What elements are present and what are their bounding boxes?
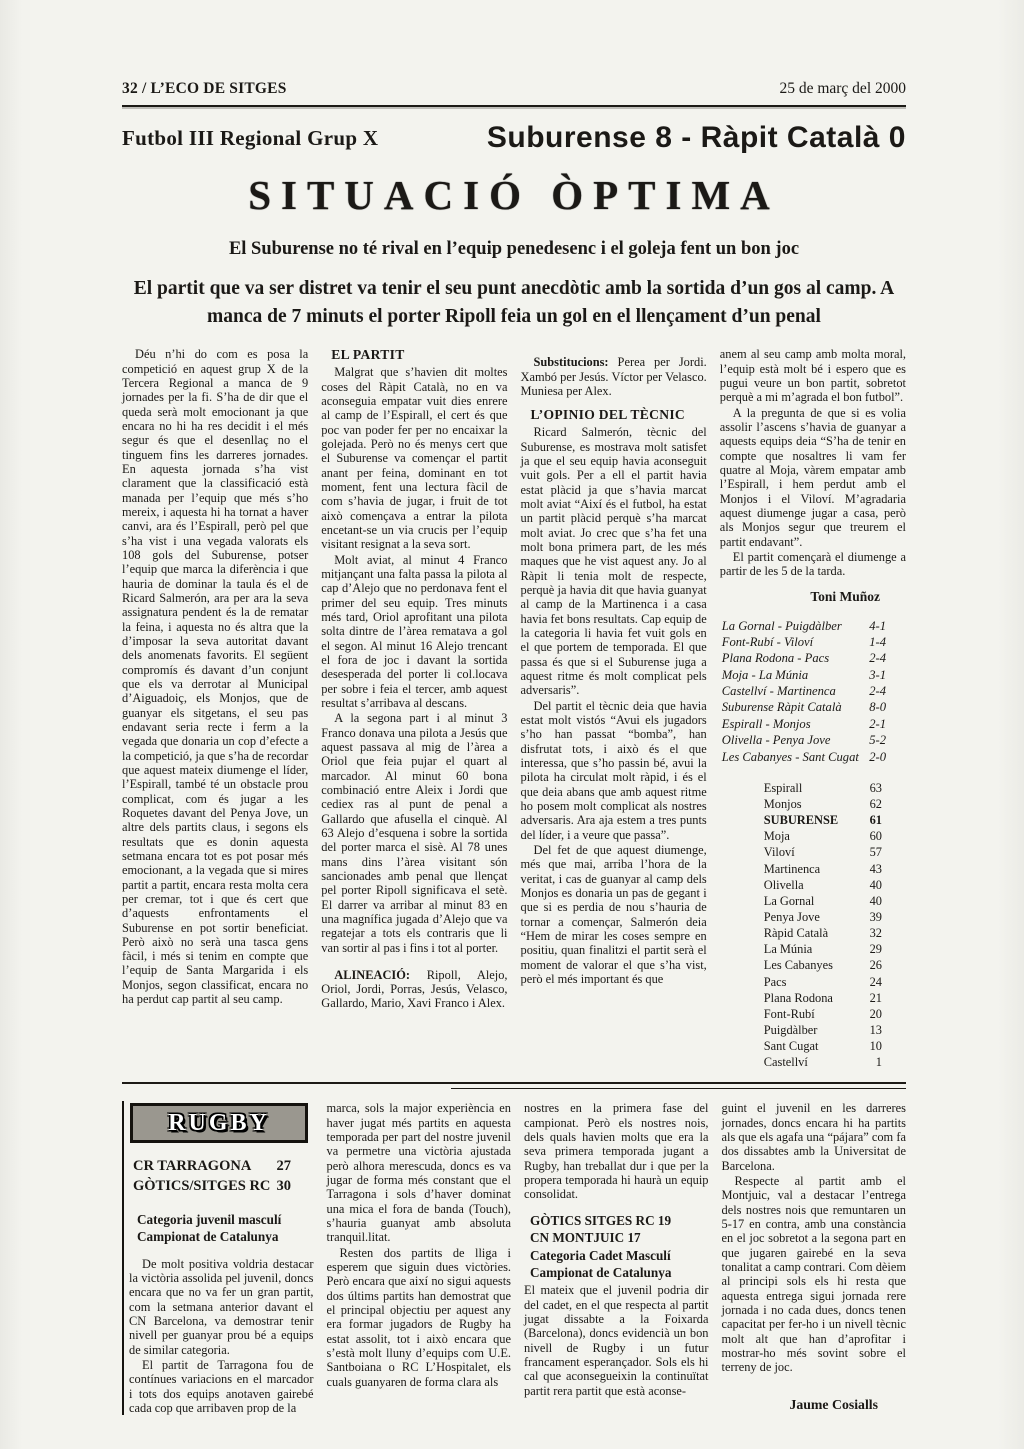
article-deck-2: El partit que va ser distret va tenir el seu punt anecdòtic amb la sortida d’un gos al camp. A manca de 7 minuts el porter Ripoll feia un gol en el llençament d’un penal	[133, 278, 895, 327]
masthead-rule	[122, 105, 906, 107]
standings-points: 57	[869, 845, 882, 860]
page-folio: 32 / L’ECO DE SITGES	[122, 80, 287, 97]
standings-team: Ràpid Català	[763, 926, 829, 941]
football-column-3	[521, 347, 707, 1070]
standings-row	[720, 927, 906, 941]
lineup-label: ALINEACIÓ:	[334, 967, 410, 982]
standings-team: Penya Jove	[763, 909, 820, 924]
result-score: 5-2	[869, 733, 886, 748]
standings-row	[720, 911, 906, 925]
standings-team: La Gornal	[763, 893, 815, 908]
standings-row-highlight	[720, 814, 906, 828]
result-row	[720, 683, 906, 699]
standings-points: 60	[869, 829, 882, 844]
byline-rugby: Jaume Cosialls	[789, 1396, 878, 1412]
rugby-columns	[122, 1101, 906, 1415]
standings-points: 62	[869, 797, 882, 811]
match2-category: Categoria Cadet Masculí	[530, 1247, 671, 1263]
article-headline: SITUACIÓ ÒPTIMA	[248, 172, 780, 218]
standings-row	[720, 830, 906, 844]
team-name: GÒTICS/SITGES RC	[133, 1177, 271, 1194]
team-name: CR TARRAGONA	[133, 1158, 252, 1175]
result-row	[720, 667, 906, 683]
standings-row	[720, 1008, 906, 1022]
competition-line: Campionat de Catalunya	[137, 1228, 279, 1244]
paragraph: Respecte al partit amb el Montjuic, val a destacar l’entrega dels nostres nois que remuntaren un 5-17 en contra, amb una constància en el joc sobretot a la segona part en que jugaren gairebé en la seva tonalitat a camp contrari. Com dèiem al principi sols els hi resta que aquesta entrega sigui jornada rere jornada i no cada dues, doncs tenen capacitat per fer-ho i un nivell tècnic molt alt que han d’aprofitar i mostrar-ho més sovint sobre el terreny de joc.	[721, 1174, 906, 1375]
standings-row	[720, 1040, 906, 1054]
lineup-text: Ripoll, Alejo, Oriol, Jordi, Porras, Jesús, Velasco, Gallardo, Mario, Xavi Franco i Alex.	[321, 967, 508, 1011]
divider-rule-secondary	[451, 1088, 906, 1090]
standings-team: Espirall	[763, 780, 803, 795]
result-row	[720, 699, 906, 715]
substitutions-text: Perea per Jordi. Xambó per Jesús. Víctor per Velasco. Muniesa per Alex.	[520, 355, 707, 399]
standings-team: Pacs	[763, 974, 787, 989]
standings-team: Puigdàlber	[763, 1022, 818, 1037]
result-score: 2-1	[869, 716, 886, 731]
result-match: Plana Rodona - Pacs	[721, 651, 830, 666]
section-kicker: Futbol III Regional Grup X	[122, 125, 379, 150]
standings-team: Plana Rodona	[763, 990, 833, 1005]
standings-team: Martinenca	[763, 861, 821, 876]
paragraph: A la pregunta de que si es volia assolir l’ascens s’havia de guanyar a aquests equips deia “S’ha de tenir en compte que nosaltres li vam fer quatre al Moja, vàrem empatar amb l’Espirall, i hem perdut amb el Monjos i el Viloví. M’agradaria aquest diumenge jugar a casa, però als Monjos segur que treurem el partit endavant”.	[719, 405, 906, 549]
standings-row	[720, 782, 906, 796]
standings-points: 20	[869, 1006, 882, 1021]
rugby-column-4	[722, 1101, 907, 1415]
rugby-column-3	[524, 1101, 709, 1415]
lineup-paragraph	[321, 968, 507, 1011]
standings-row	[720, 879, 906, 893]
standings-row	[720, 992, 906, 1006]
result-score: 2-4	[869, 651, 886, 666]
paragraph: Ricard Salmerón, tècnic del Suburense, es mostrava molt satisfet ja que el seu equip havia aconseguit vuit gols. Per a ell el partit havia estat plàcid ja que s’havia marcat molt aviat “Així és el futbol, ha estat un partit plàcid perquè s’ha marcat molt aviat. Jo crec que s’ha fet una molt bona primera part, de les més maques que he vist aquest any. Jo al Ràpit li tenia molt de respecte, perquè ja havia dit que havia guanyat al camp de la Martinenca i a casa havia fet bons resultats. Cap equip de la categoria li havia fet vuit gols en el que portem de temporada. El que passa és que si el Suburense juga a aquest ritme és molt complicat pels adversaris”.	[520, 425, 707, 698]
paragraph: Resten dos partits de lliga i esperem que siguin dues victòries. Però encara que així no sigui aquests dos últims partits han demostrat que el principal objectiu per aquest any era formar jugadors de Rugby ha estat assolit, tot i això encara que s’està molt lluny d’equips com U.E. Santboiana o RC L’Hospitalet, els cuals guanyaren de forma clara als	[326, 1245, 511, 1389]
paragraph: anem al seu camp amb molta moral, l’equip està molt bé i espero que es pugui veure un bon partit, sobretot perquè a mi m’agrada el bon futbol”.	[719, 347, 906, 405]
subsection-heading: EL PARTIT	[331, 347, 405, 363]
paragraph: Del partit el tècnic deia que havia estat molt vistós “Avui els jugadors s’ho han passat “bomba”, han disfrutat tots, i això és el que interessa, que s’ho passin bé, avui la pilota ha circulat molt ràpid, i és el que deia abans que amb aquest ritme ho posem molt complicat als nostres adversaris. Ara aja estem a tres punts del líder, i a veure que passa”.	[520, 698, 707, 842]
standings-team: Moja	[763, 829, 790, 844]
rugby-article	[122, 1101, 906, 1415]
football-column-2	[321, 347, 507, 1070]
standings-team: Monjos	[763, 797, 802, 811]
standings-team: SUBURENSE	[763, 813, 839, 828]
category-line: Categoria juvenil masculí	[137, 1211, 282, 1227]
rugby-column-1	[122, 1101, 314, 1415]
paragraph: El partit de Tarragona fou de contínues variacions en el marcador i tots dos equips anotaven gairebé cada cop que arribaven prop de la	[129, 1358, 314, 1416]
paragraph: marca, sols la major experiència en haver jugat més partits en aquesta temporada per part del nostre juvenil va permetre una victòria ajustada però alhora merescuda, doncs es va jugar de forma més constant que el Tarragona i sols d’haver dominat una mica el fora de banda (Touch), s’hauria guanyat amb absoluta tranquil.litat.	[326, 1101, 511, 1245]
football-column-1	[122, 347, 308, 1070]
divider-rule-main	[122, 1082, 906, 1084]
standings-points: 40	[869, 877, 882, 892]
result-match: Les Cabanyes - Sant Cugat	[721, 749, 859, 764]
kicker-row	[122, 121, 906, 155]
result-match: Olivella - Penya Jove	[721, 733, 831, 748]
match2-line2: CN MONTJUIC 17	[530, 1230, 641, 1246]
standings-team: Les Cabanyes	[763, 958, 833, 973]
standings-team: Sant Cugat	[763, 1039, 819, 1054]
paragraph: A la segona part i al minut 3 Franco donava una pilota a Jesús que aquest passava al mig de l’àrea a Oriol que feia pujar el quart al marcador. Al minut 60 bona combinació entre Aleix i Jordi que cediex ras al punt de penal a Gallardo que afusella el cinquè. Al 63 Alejo d’esquena i sobre la sortida del porter marca el sisè. Al 78 unes mans dins l’àrea visitant són sancionades amb penal que llençat pel porter Ripoll significava el setè. El darrer va arribar al minut 83 en una magnífica jugada d’Alejo que va regatejar a tots els contraris que li van sortir al pas i fins i tot al porter.	[321, 711, 508, 955]
paragraph: nostres en la primera fase del campionat. Però els nostres nois, dels quals havien molts que era la seva primera temporada jugant a Rugby, han treballat dur i que per la propera temporada hi haurà un equip consolidat.	[524, 1101, 709, 1202]
result-match: Suburense Ràpit Català	[721, 700, 842, 715]
paragraph: guint el juvenil en les darreres jornades, doncs encara hi ha partits als que els agafa una “pájara” com fa dos dissabtes amb la Universitat de Barcelona.	[721, 1101, 906, 1173]
byline-football: Toni Muñoz	[810, 588, 880, 604]
result-row	[720, 732, 906, 748]
result-row	[720, 716, 906, 732]
spacer	[521, 347, 707, 355]
standings-team: Olivella	[763, 877, 804, 892]
team-score: 27	[276, 1158, 291, 1175]
result-match: Moja - La Múnia	[721, 667, 809, 682]
standings-team: Font-Rubí	[763, 1006, 815, 1021]
standings-row	[720, 895, 906, 909]
rugby-col1-text	[129, 1257, 314, 1416]
paragraph: Malgrat que s’havien dit moltes coses del Ràpit Català, no en va aconseguia empatar vuit dies enrere al camp de l’Espirall, el cert és que poc van poder fer per no encaixar la golejada. Però no és menys cert que el Suburense va començar el partit anant per feina, dominant en tot moment, fent una lectura fàcil de com s’havia de jugar, i fruit de tot això començava a entrar la pilota encetant-se un via crucis per l’equip visitant resignat a la seva sort.	[321, 365, 508, 552]
match2-line1: GÒTICS SITGES RC 19	[530, 1212, 672, 1228]
standings-team: La Múnia	[763, 942, 813, 957]
result-score: 1-4	[869, 634, 886, 649]
result-match: Espirall - Monjos	[721, 716, 811, 731]
result-score: 8-0	[869, 700, 886, 715]
standings-points: 39	[869, 909, 882, 924]
standings-points: 43	[869, 861, 882, 876]
rugby-column-2	[327, 1101, 512, 1415]
standings-points: 29	[869, 942, 882, 957]
football-article	[122, 121, 906, 1070]
rugby-match2-block	[530, 1212, 709, 1282]
substitutions-paragraph	[521, 355, 707, 398]
team-score: 30	[276, 1177, 291, 1194]
result-row	[720, 749, 906, 765]
section-divider	[122, 1082, 906, 1090]
match-scoreline: Suburense 8 - Ràpit Català 0	[486, 121, 906, 154]
standings-points: 26	[869, 958, 882, 973]
paragraph: De molt positiva voldria destacar la victòria assolida pel juvenil, doncs encara que no va fer un gran partit, com la setmana anterior davant el CN Barcelona, va demostrar tenir nivell per guanyar prou bé a equips de similar categoria.	[129, 1256, 314, 1357]
standings-points: 21	[869, 990, 882, 1005]
standings-points: 32	[869, 926, 882, 941]
result-row	[720, 634, 906, 650]
standings-row	[720, 846, 906, 860]
football-column-4	[720, 347, 906, 1070]
result-row	[720, 650, 906, 666]
subsection-heading: L’OPINIO DEL TÈCNIC	[530, 407, 686, 423]
result-match: La Gornal - Puigdàlber	[721, 618, 842, 633]
standings-row	[720, 959, 906, 973]
results-list	[720, 618, 906, 765]
paragraph: El partit començarà el diumenge a partir de les 5 de la tarda.	[719, 549, 906, 579]
result-row	[720, 618, 906, 634]
standings-team: Viloví	[763, 845, 795, 860]
paragraph: Del fet de que aquest diumenge, més que mai, arriba l’hora de la veritat, i cas de guanyar al camp dels Monjos es donaria un pas de gegant i que si es perdia de nou s’hauria de tornar a començar, Salmerón deia “Hem de mirar les coses sempre en positiu, quan finalitzi el partit serà el moment de valorar el que s’ha vist, però el més important és que	[520, 842, 707, 986]
result-match: Font-Rubí - Viloví	[721, 634, 814, 649]
result-score: 2-4	[869, 684, 886, 699]
rugby-section-banner	[130, 1103, 308, 1143]
substitutions-label: Substitucions:	[533, 355, 609, 370]
rugby-banner-label: RUGBY	[168, 1109, 270, 1136]
standings-row	[720, 863, 906, 877]
standings-row	[720, 1056, 906, 1070]
standings-points: 1	[875, 1055, 882, 1070]
standings-points: 40	[869, 893, 882, 908]
paragraph: Molt aviat, al minut 4 Franco mitjançant una falta passa la pilota al cap d’Alejo que no perdonava fent el primer del seu equip. Tres minuts més tard, Oriol aprofitant una pilota solta dintre de l’àrea rematava a gol el segon. Al minut 16 Alejo trencant el fora de joc i davant la sortida desesperada del porter li col.locava per sobre i feia el tercer, amb aquest resultat s’arribava al descans.	[321, 552, 508, 710]
standings-team: Castellví	[763, 1055, 808, 1070]
result-score: 4-1	[869, 618, 886, 633]
standings-row	[720, 976, 906, 990]
paragraph: Déu n’hi do com es posa la competició en aquest grup X de la Tercera Regional a manca de 9 jornades per la fi. S’ha de dir que el queda serà molt emocionant ja que encara no hi ha res decidit i el més segur és que el desenllaç no el tinguem fins les darreres jornades. En aquesta jornada s’ha vist clarament que la classificació està manada per l’equip que més s’ho mereix, i aquesta hi ha tornat a haver canvi, ara és l’Espirall, però pel que s’ha vist i una vegada valorats els 108 gols del Suburense, potser l’equip que marca la diferència i que hauria de dominar la taula és el de Ricard Salmerón, ara per ara la seva assignatura pendent és la de rematar la feina, i aquesta no és altra que la d’imposar la seva autoritat davant dels anomenats favorits. El següent compromís és davant d’un conjunt que els va derrotar al Municipal d’Aiguadoiç, els Monjos, que de guanyar els sitgetans, el seu pas endavant seria recte i ferm a la vegada que donaria un cop d’efecte a la competició, ja que s’ha de recordar que aquest mateix diumenge el líder, l’Espirall, també té un obstacle prou complicat, com és jugar a les Roquetes davant del Penya Jove, un altre dels partits claus, i segons els resultats que es donin aquesta setmana encara tot es pot posar més emocionant, a la vegada que si mires partit a partit, encara resta molta cera per cremar, tot i que és cert que d’aquests enfrontaments el Suburense en pot sortir beneficiat. Però això no serà una tasca gens fàcil, i més si tenim en compte que l’equip de Santa Margarida i els Monjos, segon classificat, encara no ha perdut cap partit al seu camp.	[122, 347, 309, 1007]
article-deck-1: El Suburense no té rival en l’equip penedesenc i el goleja fent un bon joc	[228, 239, 800, 259]
rugby-category-block	[137, 1211, 314, 1245]
standings-row	[720, 798, 906, 812]
scorebox-row	[133, 1177, 291, 1197]
paragraph: El mateix que el juvenil podria dir del cadet, en el que respecta al partit jugat dissabte a la Foixarda (Barcelona), doncs evidencià un bon nivell de Rugby i un futur francament esperançador. Sols els hi cal que aconsegueixin la continuïtat partit rera partit que està aconse-	[524, 1283, 709, 1398]
standings-points: 10	[869, 1039, 882, 1054]
match2-competition: Campionat de Catalunya	[530, 1264, 672, 1280]
standings-points: 61	[869, 813, 882, 828]
issue-date: 25 de març del 2000	[779, 80, 906, 97]
standings-points: 24	[869, 974, 882, 989]
result-match: Castellví - Martinenca	[721, 684, 836, 699]
standings-points: 63	[869, 780, 882, 795]
scorebox-row	[133, 1157, 291, 1177]
standings-row	[720, 1024, 906, 1038]
standings-row	[720, 943, 906, 957]
masthead	[122, 0, 906, 98]
result-score: 3-1	[869, 667, 886, 682]
football-columns	[122, 347, 906, 1070]
rugby-scorebox	[133, 1157, 314, 1196]
result-score: 2-0	[869, 749, 886, 764]
standings-table	[720, 782, 906, 1070]
standings-points: 13	[869, 1022, 882, 1037]
